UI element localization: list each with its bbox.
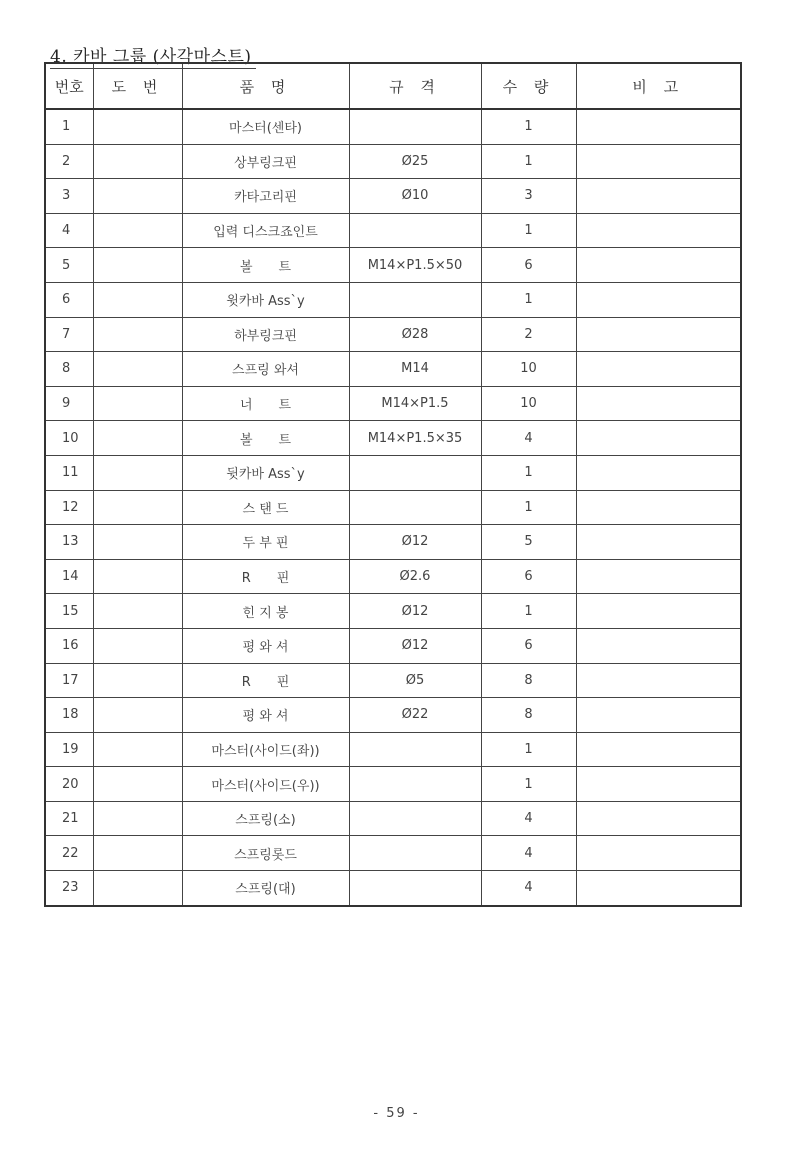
cell-qty: 6 [481,628,576,663]
cell-spec [349,801,481,836]
cell-remarks [576,801,741,836]
cell-name: 볼 트 [182,248,349,283]
cell-spec [349,732,481,767]
table-row [45,490,741,525]
cell-remarks [576,352,741,387]
page-title: 4. 카바 그룹 (사각마스트) [50,42,256,69]
cell-name: 볼 트 [182,421,349,456]
cell-name: R 핀 [182,559,349,594]
cell-qty: 1 [481,732,576,767]
cell-no: 13 [45,525,93,560]
cell-qty: 5 [481,525,576,560]
cell-qty: 1 [481,144,576,179]
cell-drawing [93,248,182,283]
cell-remarks [576,732,741,767]
cell-no: 17 [45,663,93,698]
cell-no: 2 [45,144,93,179]
table-row [45,525,741,560]
table-row [45,801,741,836]
cell-spec [349,213,481,248]
cell-remarks [576,317,741,352]
cell-name: 평 와 셔 [182,698,349,733]
cell-drawing [93,109,182,144]
cell-spec: Ø25 [349,144,481,179]
table-row [45,628,741,663]
cell-qty: 1 [481,213,576,248]
cell-remarks [576,490,741,525]
table-row [45,732,741,767]
cell-qty: 1 [481,282,576,317]
cell-spec: Ø10 [349,179,481,214]
cell-name: 힌 지 봉 [182,594,349,629]
header-remarks: 비 고 [576,63,741,109]
cell-no: 21 [45,801,93,836]
cell-no: 10 [45,421,93,456]
cell-remarks [576,628,741,663]
cell-drawing [93,698,182,733]
table-row [45,663,741,698]
cell-no: 12 [45,490,93,525]
cell-remarks [576,421,741,456]
cell-drawing [93,767,182,802]
cell-remarks [576,594,741,629]
cell-drawing [93,871,182,906]
table-row [45,594,741,629]
cell-drawing [93,628,182,663]
cell-no: 6 [45,282,93,317]
cell-drawing [93,352,182,387]
cell-no: 19 [45,732,93,767]
cell-no: 7 [45,317,93,352]
cell-qty: 1 [481,490,576,525]
cell-name: 마스터(사이드(좌)) [182,732,349,767]
cell-remarks [576,559,741,594]
cell-spec: M14 [349,352,481,387]
cell-qty: 1 [481,594,576,629]
table-row [45,352,741,387]
page-number: - 59 - [373,1106,420,1121]
cell-name: 상부링크핀 [182,144,349,179]
cell-remarks [576,144,741,179]
cell-name: 스프링 와셔 [182,352,349,387]
header-no: 번호 [45,63,93,109]
cell-spec: M14×P1.5 [349,386,481,421]
table-row [45,455,741,490]
cell-spec: Ø12 [349,628,481,663]
cell-qty: 1 [481,109,576,144]
table-row [45,559,741,594]
table-row [45,836,741,871]
cell-remarks [576,767,741,802]
cell-spec [349,767,481,802]
cell-drawing [93,525,182,560]
cell-qty: 8 [481,663,576,698]
table-row [45,282,741,317]
cell-drawing [93,213,182,248]
cell-remarks [576,282,741,317]
cell-drawing [93,179,182,214]
cell-drawing [93,801,182,836]
cell-name: 뒷카바 Ass`y [182,455,349,490]
cell-remarks [576,386,741,421]
cell-no: 22 [45,836,93,871]
header-drawing: 도 번 [93,63,182,109]
cell-name: 카타고리핀 [182,179,349,214]
cell-drawing [93,559,182,594]
cell-spec [349,490,481,525]
cell-no: 3 [45,179,93,214]
cell-drawing [93,836,182,871]
cell-name: 스 탠 드 [182,490,349,525]
table-row [45,109,741,144]
cell-drawing [93,421,182,456]
cell-name: 두 부 핀 [182,525,349,560]
cell-remarks [576,525,741,560]
cell-name: 스프링(소) [182,801,349,836]
cell-drawing [93,317,182,352]
cell-no: 16 [45,628,93,663]
cell-name: 스프링롯드 [182,836,349,871]
cell-drawing [93,490,182,525]
header-name: 품 명 [182,63,349,109]
cell-remarks [576,663,741,698]
cell-remarks [576,179,741,214]
cell-no: 5 [45,248,93,283]
cell-qty: 4 [481,421,576,456]
cell-no: 15 [45,594,93,629]
cell-no: 8 [45,352,93,387]
cell-name: 마스터(센타) [182,109,349,144]
table-row [45,767,741,802]
cell-remarks [576,698,741,733]
parts-table [44,62,742,907]
header-qty: 수 량 [481,63,576,109]
cell-no: 20 [45,767,93,802]
cell-spec: M14×P1.5×50 [349,248,481,283]
cell-spec: Ø28 [349,317,481,352]
cell-no: 23 [45,871,93,906]
cell-remarks [576,248,741,283]
cell-name: 마스터(사이드(우)) [182,767,349,802]
cell-spec [349,455,481,490]
cell-no: 11 [45,455,93,490]
table-row [45,144,741,179]
header-spec: 규 격 [349,63,481,109]
cell-qty: 6 [481,559,576,594]
table-row [45,179,741,214]
cell-qty: 10 [481,386,576,421]
cell-drawing [93,732,182,767]
cell-spec: Ø12 [349,594,481,629]
cell-remarks [576,836,741,871]
cell-drawing [93,386,182,421]
cell-qty: 6 [481,248,576,283]
table-row [45,317,741,352]
cell-drawing [93,282,182,317]
cell-no: 14 [45,559,93,594]
cell-spec: Ø5 [349,663,481,698]
cell-spec: M14×P1.5×35 [349,421,481,456]
cell-no: 1 [45,109,93,144]
table-row [45,421,741,456]
cell-remarks [576,455,741,490]
table-row [45,698,741,733]
cell-name: 너 트 [182,386,349,421]
cell-name: R 핀 [182,663,349,698]
cell-spec [349,836,481,871]
cell-qty: 2 [481,317,576,352]
table-row [45,213,741,248]
cell-qty: 4 [481,801,576,836]
cell-spec [349,282,481,317]
cell-drawing [93,144,182,179]
cell-qty: 1 [481,455,576,490]
cell-qty: 10 [481,352,576,387]
cell-name: 평 와 셔 [182,628,349,663]
cell-remarks [576,109,741,144]
cell-no: 4 [45,213,93,248]
cell-no: 18 [45,698,93,733]
cell-qty: 3 [481,179,576,214]
cell-name: 윗카바 Ass`y [182,282,349,317]
cell-drawing [93,594,182,629]
cell-spec [349,871,481,906]
cell-drawing [93,455,182,490]
table-header-row [45,63,741,109]
cell-qty: 4 [481,836,576,871]
cell-spec [349,109,481,144]
cell-spec: Ø2.6 [349,559,481,594]
cell-qty: 8 [481,698,576,733]
cell-no: 9 [45,386,93,421]
cell-qty: 1 [481,767,576,802]
cell-drawing [93,663,182,698]
cell-spec: Ø22 [349,698,481,733]
cell-name: 입력 디스크죠인트 [182,213,349,248]
cell-name: 스프링(대) [182,871,349,906]
cell-remarks [576,871,741,906]
cell-qty: 4 [481,871,576,906]
table-row [45,871,741,906]
cell-name: 하부링크핀 [182,317,349,352]
table-row [45,386,741,421]
cell-spec: Ø12 [349,525,481,560]
table-row [45,248,741,283]
cell-remarks [576,213,741,248]
